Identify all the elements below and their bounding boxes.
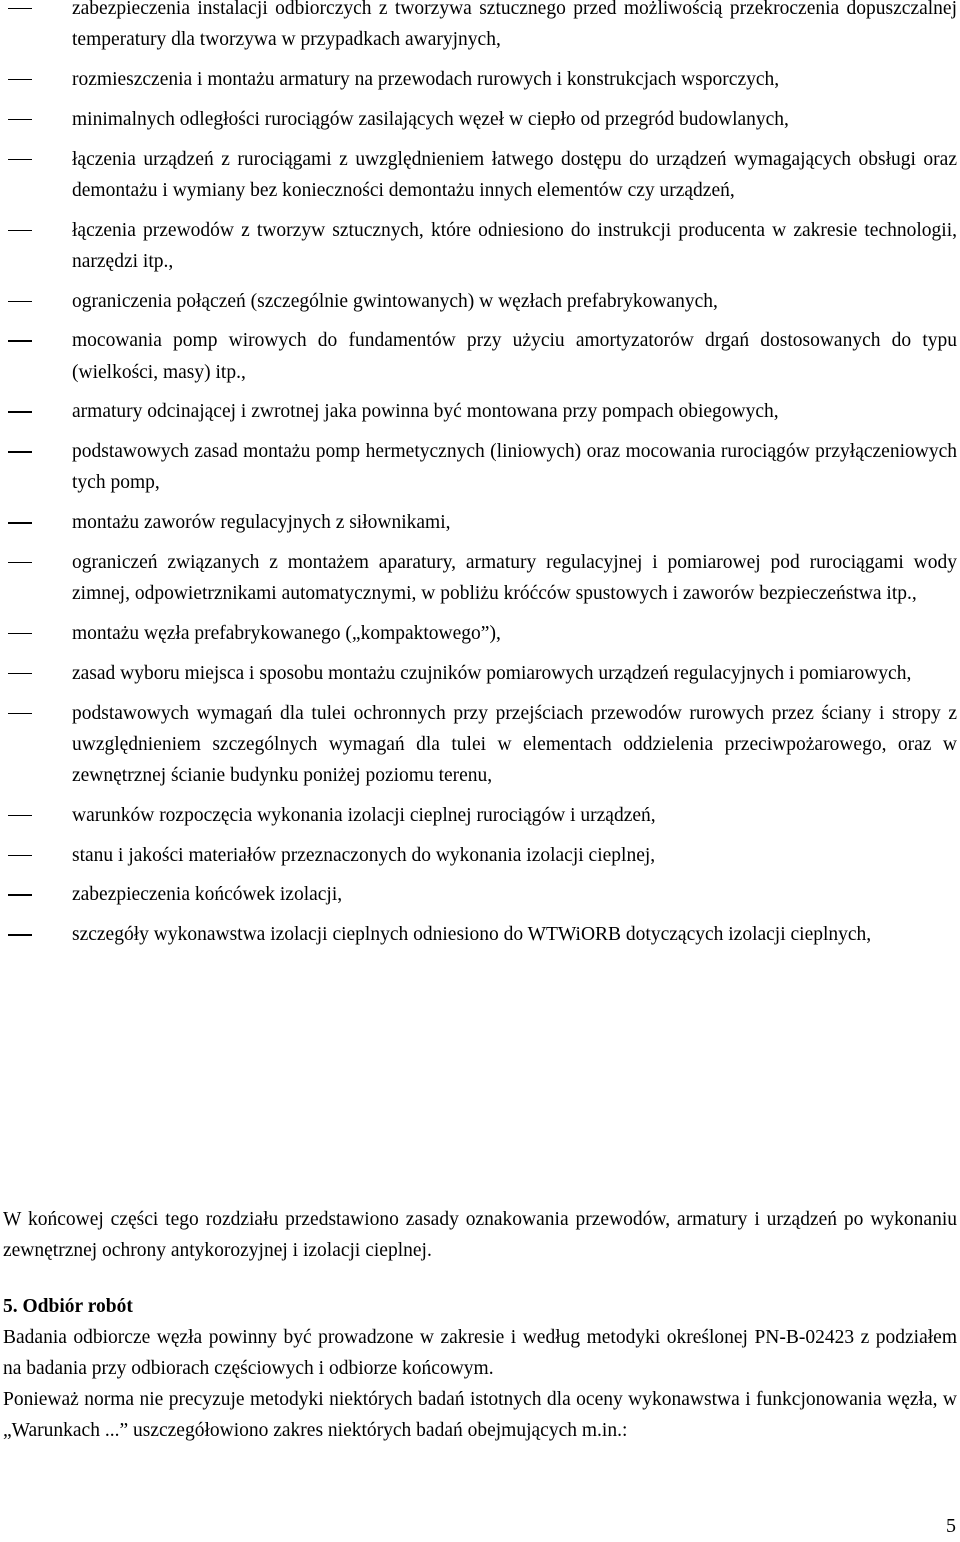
dash-bullet	[8, 119, 32, 120]
dash-bullet	[8, 934, 32, 935]
list-item	[0, 800, 957, 831]
list-item-text: armatury odcinającej i zwrotnej jaka powinna być montowana przy pompach obiegowych,	[72, 401, 779, 423]
list-item-text: szczegóły wykonawstwa izolacji cieplnych odniesiono do WTWiORB dotyczących izolacji cieplnych,	[72, 924, 872, 946]
list-item	[0, 879, 957, 910]
dash-bullet	[8, 230, 32, 231]
page-number: 5	[946, 1515, 956, 1537]
dash-bullet	[8, 79, 32, 80]
list-item	[0, 215, 957, 277]
list-item-text: zabezpieczenia końcówek izolacji,	[72, 884, 343, 906]
section-paragraph-1: Badania odbiorcze węzła powinny być prowadzone w zakresie i według metodyki określonej PN-B-02423 z podziałem na badania przy odbiorach częściowych i odbiorze końcowym.	[3, 1327, 957, 1380]
dash-bullet	[8, 855, 32, 856]
list-item	[0, 0, 957, 55]
dash-bullet	[8, 713, 32, 714]
list-item	[0, 436, 957, 498]
list-item-text: podstawowych wymagań dla tulei ochronnych przy przejściach przewodów rurowych przez ściany i stropy z uwzględnieniem szczególnych wymagań dla tulei w elementach oddzielenia przeciwpożarowego, oraz w zewnętrznej ścianie budynku poniżej poziomu terenu,	[72, 702, 957, 786]
dash-bullet	[8, 522, 32, 523]
list-item	[0, 64, 957, 95]
dash-bullet	[8, 562, 32, 563]
list-item-text: minimalnych odległości rurociągów zasilających węzeł w ciepło od przegród budowlanych,	[72, 108, 789, 130]
list-item	[0, 698, 957, 792]
list-item	[0, 919, 957, 950]
list-item-text: montażu węzła prefabrykowanego („kompaktowego”),	[72, 622, 501, 644]
list-item-text: zabezpieczenia instalacji odbiorczych z tworzywa sztucznego przed możliwością przekroczenia dopuszczalnej temperatury dla tworzywa w przypadkach awaryjnych,	[72, 0, 957, 51]
list-item	[0, 104, 957, 135]
list-item	[0, 840, 957, 871]
list-item	[0, 658, 957, 689]
list-item-text: ograniczenia połączeń (szczególnie gwintowanych) w węzłach prefabrykowanych,	[72, 290, 718, 312]
section-paragraph-2: Ponieważ norma nie precyzuje metodyki niektórych badań istotnych dla oceny wykonawstwa i funkcjonowania węzła, w „Warunkach ...” uszczegółowiono zakres niektórych badań obejmujących m.in.:	[3, 1389, 957, 1442]
list-item	[0, 325, 957, 387]
list-item-text: warunków rozpoczęcia wykonania izolacji cieplnej rurociągów i urządzeń,	[72, 804, 656, 826]
list-item	[0, 547, 957, 609]
dash-bullet	[8, 451, 32, 452]
dash-bullet	[8, 411, 32, 412]
dash-bullet	[8, 8, 32, 9]
dash-bullet	[8, 340, 32, 341]
list-item	[0, 396, 957, 427]
section-heading: 5. Odbiór robót	[3, 1296, 133, 1317]
list-item-text: mocowania pomp wirowych do fundamentów przy użyciu amortyzatorów drgań dostosowanych do typu (wielkości, masy) itp.,	[72, 330, 957, 383]
list-item	[0, 144, 957, 206]
dash-bullet	[8, 633, 32, 634]
list-item-text: montażu zaworów regulacyjnych z siłownikami,	[72, 512, 451, 534]
closing-paragraph: W końcowej części tego rozdziału przedstawiono zasady oznakowania przewodów, armatury i urządzeń po wykonaniu zewnętrznej ochrony antykorozyjnej i izolacji cieplnej.	[3, 1209, 957, 1262]
dash-bullet	[8, 159, 32, 160]
list-item-text: rozmieszczenia i montażu armatury na przewodach rurowych i konstrukcjach wsporczych,	[72, 69, 780, 90]
dash-bullet	[8, 673, 32, 674]
list-item	[0, 507, 957, 538]
list-item-text: zasad wyboru miejsca i sposobu montażu czujników pomiarowych urządzeń regulacyjnych i pomiarowych,	[72, 662, 912, 684]
list-item-text: łączenia przewodów z tworzyw sztucznych, które odniesiono do instrukcji producenta w zakresie technologii, narzędzi itp.,	[72, 219, 957, 272]
dash-bullet	[8, 815, 32, 816]
list-item	[0, 618, 957, 649]
list-item	[0, 286, 957, 317]
list-item-text: stanu i jakości materiałów przeznaczonych do wykonania izolacji cieplnej,	[72, 844, 656, 866]
dash-bullet	[8, 894, 32, 895]
list-item-text: ograniczeń związanych z montażem aparatury, armatury regulacyjnej i pomiarowej pod rurociągami wody zimnej, odpowietrznikami automatycznymi, w pobliżu króćców spustowych i zaworów bezpieczeństwa itp.,	[72, 551, 957, 605]
list-item-text: podstawowych zasad montażu pomp hermetycznych (liniowych) oraz mocowania rurociągów przyłączeniowych tych pomp,	[72, 441, 957, 494]
list-item-text: łączenia urządzeń z rurociągami z uwzględnieniem łatwego dostępu do urządzeń wymagających obsługi oraz demontażu i wymiany bez konieczności demontażu innych elementów czy urządzeń,	[72, 148, 957, 201]
dash-bullet	[8, 301, 32, 302]
